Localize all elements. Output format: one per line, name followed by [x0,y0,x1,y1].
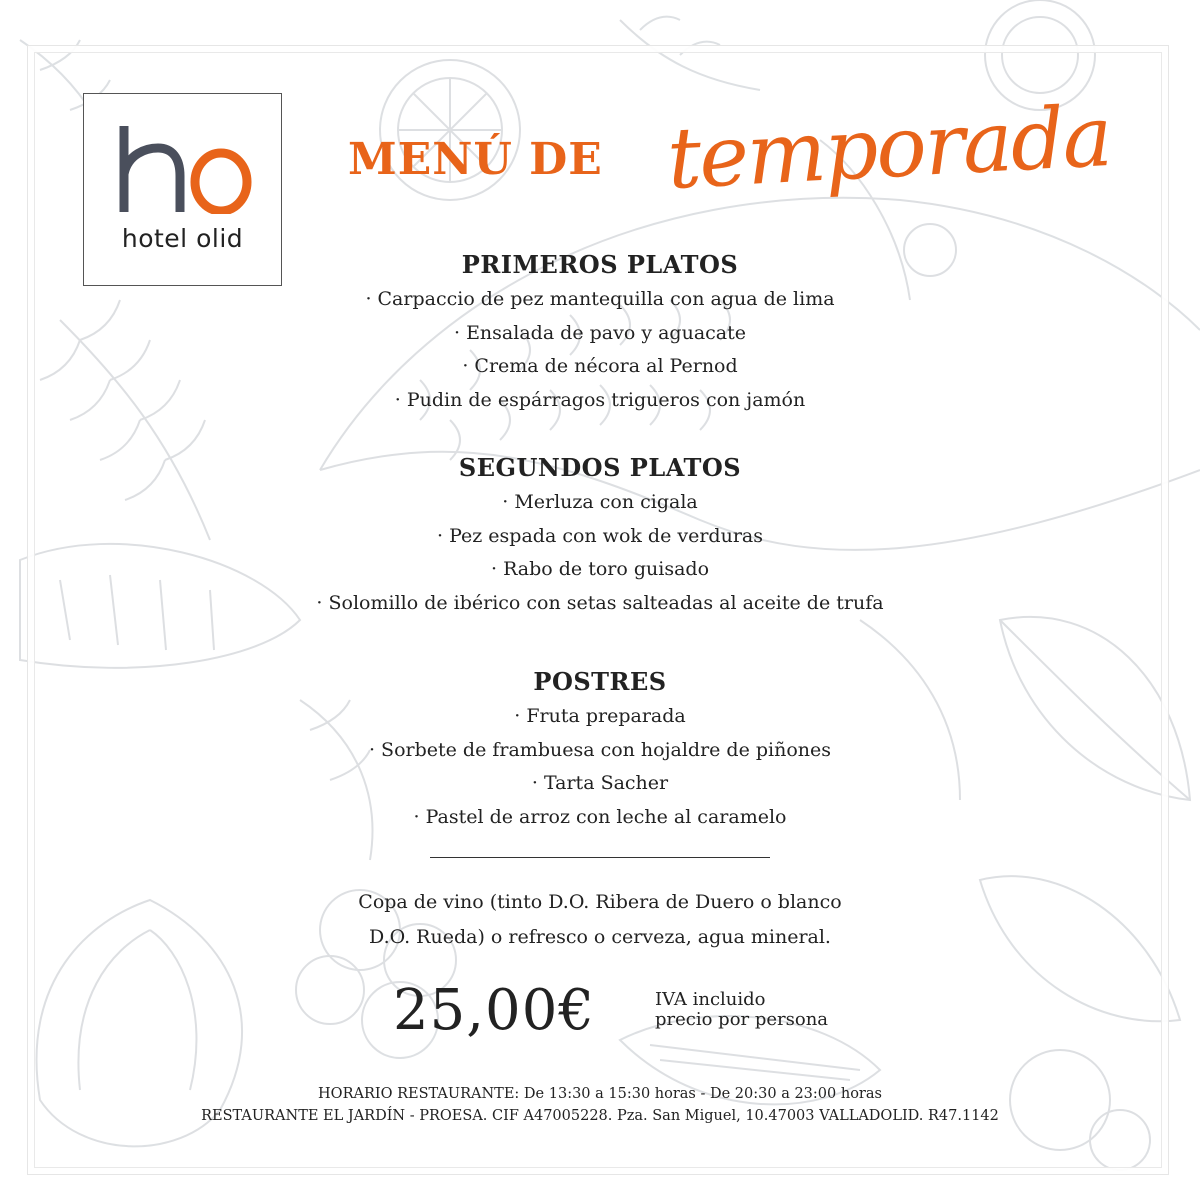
price-amount: 25,00€ [393,978,595,1043]
menu-item: · Pastel de arroz con leche al caramelo [413,805,787,828]
menu-item: · Solomillo de ibérico con setas salteadas al aceite de trufa [316,591,884,614]
drinks-line-2: D.O. Rueda) o refresco o cerveza, agua mineral. [369,926,831,948]
menu-item: · Carpaccio de pez mantequilla con agua de lima [365,288,835,310]
logo-mark-ho [116,124,256,214]
title-temporada: temporada [664,86,1113,208]
menu-item: · Pudin de espárragos trigueros con jamón [394,388,806,411]
section-postres [0,664,1200,834]
footer [0,1083,1200,1127]
restaurant-address: RESTAURANTE EL JARDÍN - PROESA. CIF A47005228. Pza. San Miguel, 10.47003 VALLADOLID. R47.1142 [201,1108,999,1124]
menu-item: · Merluza con cigala [502,491,698,513]
section-title: PRIMEROS PLATOS [461,250,739,279]
price-note-per-person: precio por persona [655,1009,829,1030]
price-note-vat: IVA incluido [655,989,766,1010]
menu-item: · Sorbete de frambuesa con hojaldre de piñones [368,738,832,761]
divider [430,857,770,858]
drinks-line-1: Copa de vino (tinto D.O. Ribera de Duero o blanco [358,891,842,913]
menu-item: · Ensalada de pavo y aguacate [453,321,747,344]
menu-item: · Rabo de toro guisado [490,558,710,580]
section-title: POSTRES [533,667,667,696]
price-notes [655,990,828,1030]
section-segundos [0,450,1200,620]
drinks-included [0,885,1200,955]
menu-item: · Fruta preparada [514,705,686,727]
menu-item: · Pez espada con wok de verduras [437,524,763,547]
section-title: SEGUNDOS PLATOS [458,453,742,482]
section-primeros [0,247,1200,417]
title-menu-de: MENÚ DE [348,134,603,185]
menu-item: · Tarta Sacher [531,772,669,794]
hotel-name: hotel olid [121,224,244,253]
restaurant-hours: HORARIO RESTAURANTE: De 13:30 a 15:30 horas - De 20:30 a 23:00 horas [318,1086,882,1102]
menu-item: · Crema de nécora al Pernod [462,355,738,377]
